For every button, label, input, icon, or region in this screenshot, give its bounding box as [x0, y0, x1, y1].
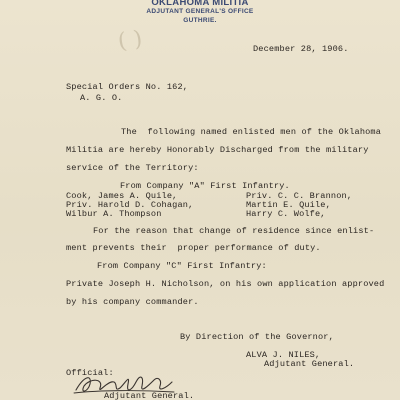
company-a-heading: From Company "A" First Infantry.	[120, 181, 290, 191]
closing-title: Adjutant General.	[264, 359, 355, 369]
company-a-right-3: Harry C. Wolfe,	[246, 209, 326, 219]
pencil-mark: ( )	[116, 26, 144, 55]
reason-line-2: ment prevents their proper performance of duty.	[66, 243, 321, 253]
reason-line-1: For the reason that change of residence since enlist-	[93, 226, 375, 236]
letterhead-office: ADJUTANT GENERAL'S OFFICE	[146, 8, 254, 15]
company-a-right-2: Martin E. Quile,	[246, 200, 331, 210]
company-c-line-1: Private Joseph H. Nicholson, on his own application approved	[66, 279, 385, 289]
company-a-left-1: Cook, James A. Quile,	[66, 191, 178, 201]
letterhead-org: OKLAHOMA MILITIA	[151, 0, 249, 8]
letterhead-city: GUTHRIE.	[183, 17, 217, 24]
orders-number: Special Orders No. 162,	[66, 82, 189, 92]
intro-line-1: The following named enlisted men of the Oklahoma	[121, 127, 382, 137]
orders-office: A. G. O.	[80, 93, 123, 103]
company-c-line-2: by his company commander.	[66, 297, 199, 307]
company-a-right-1: Priv. C. C. Brannon,	[246, 191, 353, 201]
intro-line-3: service of the Territory:	[66, 163, 199, 173]
closing-name: ALVA J. NILES,	[246, 350, 321, 360]
letterhead	[0, 0, 400, 25]
company-a-left-2: Priv. Harold D. Cohagan,	[66, 200, 194, 210]
document-date: December 28, 1906.	[253, 44, 349, 54]
company-a-left-3: Wilbur A. Thompson	[66, 209, 162, 219]
company-c-heading: From Company "C" First Infantry:	[97, 261, 267, 271]
intro-line-2: Militia are hereby Honorably Discharged from the military	[66, 145, 369, 155]
official-title: Adjutant General.	[104, 391, 195, 400]
closing-direction: By Direction of the Governor,	[180, 332, 334, 342]
official-label: Official:	[66, 368, 114, 378]
